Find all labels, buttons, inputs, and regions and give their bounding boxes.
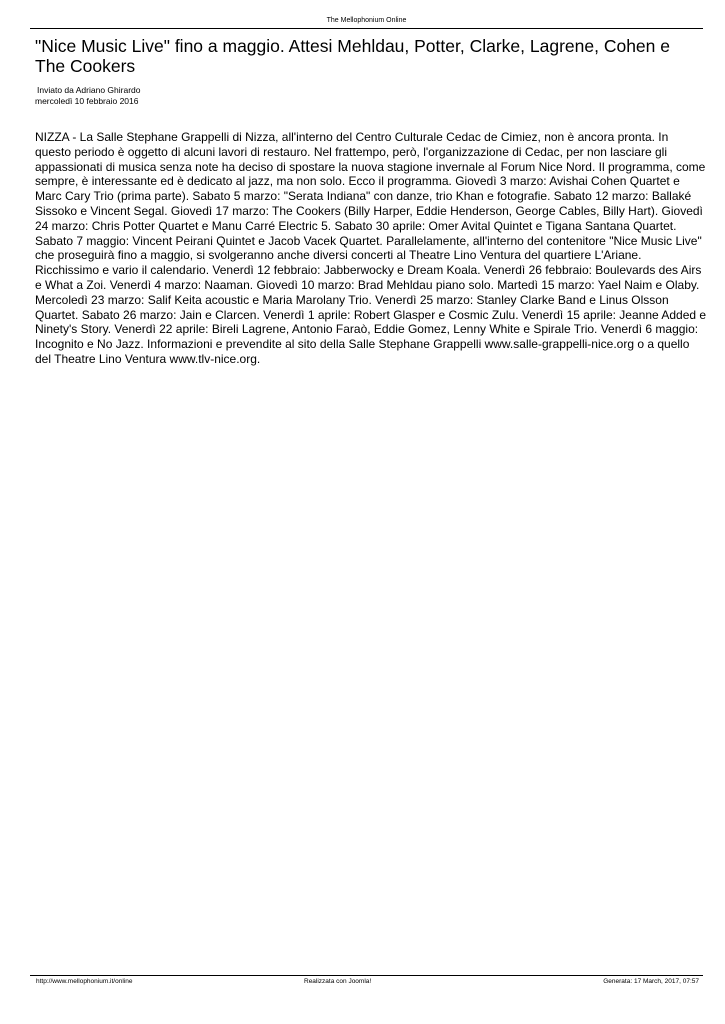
article-author: Inviato da Adriano Ghirardo	[37, 85, 141, 95]
page-footer	[30, 975, 703, 988]
article-date: mercoledì 10 febbraio 2016	[35, 96, 139, 106]
article-meta	[35, 85, 140, 107]
article-body: NIZZA - La Salle Stephane Grappelli di Nizza, all'interno del Centro Culturale Cedac de Cimiez, non è ancora pronta. In questo periodo è oggetto di alcuni lavori di restauro. Nel frattempo, però, l'organizzazione di Cedac, per non lasciare gli appassionati di musica senza note ha deciso di spostare la nuova stagione invernale al Forum Nice Nord. Il programma, come sempre, è interessante ed è dedicato al jazz, ma non solo. Ecco il programma. Giovedì 3 marzo: Avishai Cohen Quartet e Marc Cary Trio (prima parte). Sabato 5 marzo: "Serata Indiana" con danze, trio Khan e fotografie. Sabato 12 marzo: Ballaké Sissoko e Vincent Segal. Giovedì 17 marzo: The Cookers (Billy Harper, Eddie Henderson, George Cables, Billy Hart). Giovedì 24 marzo: Chris Potter Quartet e Manu Carré Electric 5. Sabato 30 aprile: Omer Avital Quintet e Tigana Santana Quartet. Sabato 7 maggio: Vincent Peirani Quintet e Jacob Vacek Quartet. Parallelamente, all'interno del contenitore "Nice Music Live" che proseguirà fino a maggio, si svolgeranno anche diversi concerti al Theatre Lino Ventura del quartiere L'Ariane. Ricchissimo e vario il calendario. Venerdì 12 febbraio: Jabberwocky e Dream Koala. Venerdì 26 febbraio: Boulevards des Airs e What a Zoi. Venerdì 4 marzo: Naaman. Giovedì 10 marzo: Brad Mehldau piano solo. Martedì 15 marzo: Yael Naim e Olaby. Mercoledì 23 marzo: Salif Keita acoustic e Maria Marolany Trio. Venerdì 25 marzo: Stanley Clarke Band e Linus Olsson Quartet. Sabato 26 marzo: Jain e Clarcen. Venerdì 1 aprile: Robert Glasper e Cosmic Zulu. Venerdì 15 aprile: Jeanne Added e Ninety's Story. Venerdì 22 aprile: Bireli Lagrene, Antonio Faraò, Eddie Gomez, Lenny White e Spirale Trio. Venerdì 6 maggio: Incognito e No Jazz. Informazioni e prevendite al sito della Salle Stephane Grappelli www.salle-grappelli-nice.org o a quello del Theatre Lino Ventura www.tlv-nice.org.	[35, 130, 707, 366]
site-name: The Mellophonium Online	[326, 17, 407, 24]
footer-credit: Realizzata con Joomla!	[304, 978, 372, 985]
page-header	[30, 16, 703, 29]
footer-url: http://www.mellophonium.it/online	[36, 978, 133, 985]
article-title: "Nice Music Live" fino a maggio. Attesi Mehldau, Potter, Clarke, Lagrene, Cohen e The Cookers	[35, 36, 670, 76]
footer-generated-date: Generata: 17 March, 2017, 07:57	[603, 978, 699, 985]
